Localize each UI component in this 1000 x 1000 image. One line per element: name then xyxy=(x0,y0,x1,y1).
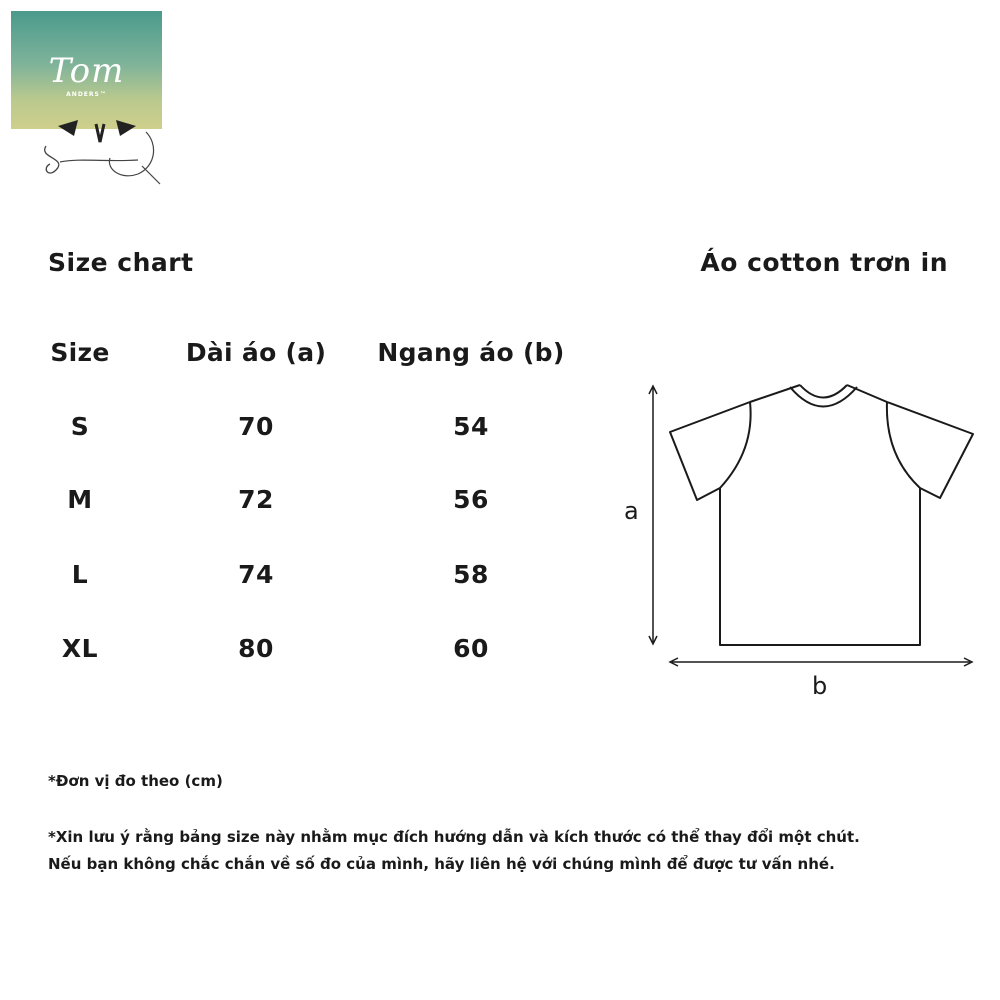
product-name: Áo cotton trơn in xyxy=(700,248,948,277)
page-title: Size chart xyxy=(48,248,194,277)
disclaimer-line-2: Nếu bạn không chắc chắn về số đo của mình, hãy liên hệ với chúng mình để được tư vấn nhé. xyxy=(48,855,835,873)
size-cell: XL xyxy=(61,634,99,663)
header-width: Ngang áo (b) xyxy=(377,338,565,367)
size-cell: L xyxy=(71,560,89,589)
width-cell: 60 xyxy=(453,634,489,663)
width-cell: 54 xyxy=(453,412,489,441)
width-cell: 58 xyxy=(453,560,489,589)
disclaimer-note xyxy=(48,824,968,878)
tshirt-diagram-icon xyxy=(615,370,985,670)
dimension-label-b: b xyxy=(812,672,828,700)
header-length: Dài áo (a) xyxy=(185,338,327,367)
size-cell: M xyxy=(67,485,93,514)
logo-subtitle: ANDERS™ xyxy=(66,91,107,98)
length-cell: 80 xyxy=(238,634,274,663)
header-size: Size xyxy=(50,338,110,367)
length-cell: 74 xyxy=(238,560,274,589)
unit-note: *Đơn vị đo theo (cm) xyxy=(48,772,223,790)
length-cell: 72 xyxy=(238,485,274,514)
size-cell: S xyxy=(70,412,90,441)
logo-wordmark: Tom xyxy=(48,51,125,91)
dimension-label-a: a xyxy=(624,497,639,525)
width-cell: 56 xyxy=(453,485,489,514)
length-cell: 70 xyxy=(238,412,274,441)
disclaimer-line-1: *Xin lưu ý rằng bảng size này nhằm mục đích hướng dẫn và kích thước có thể thay đổi một chút. xyxy=(48,828,860,846)
brand-logo xyxy=(11,11,162,129)
studio-watermark-icon xyxy=(38,118,168,190)
